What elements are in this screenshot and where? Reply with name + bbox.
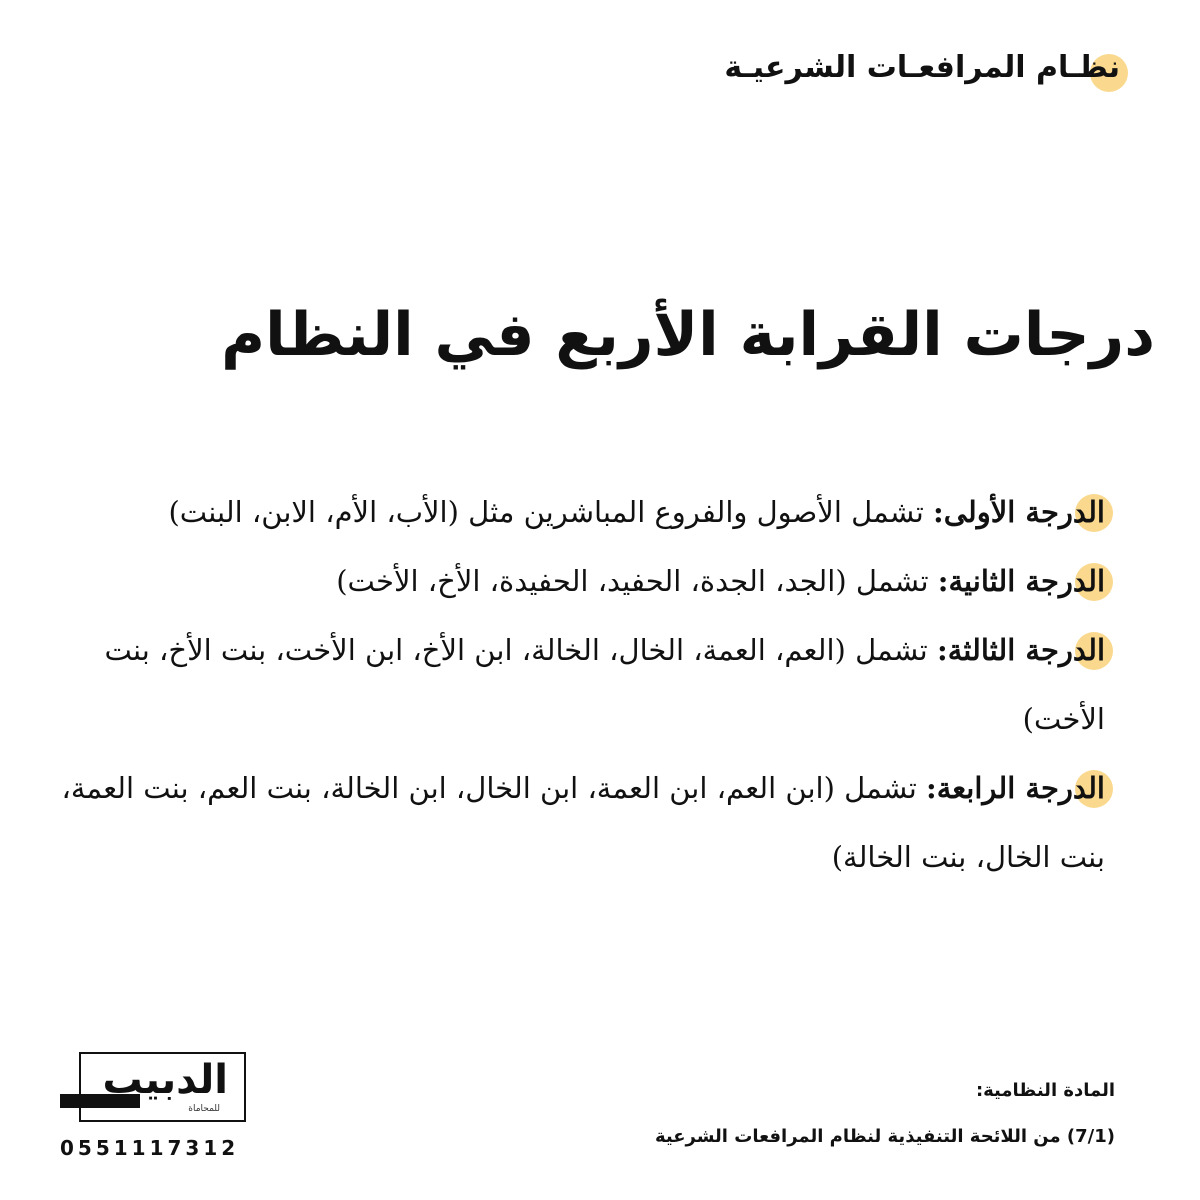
degree-description: تشمل (العم، العمة، الخال، الخالة، ابن الأخ، ابن الأخت، بنت الأخ، بنت الأخت)	[104, 633, 1105, 736]
logo-subtitle: للمحاماة	[188, 1104, 220, 1114]
degree-label: الدرجة الثالثة:	[936, 633, 1105, 667]
degree-description: تشمل الأصول والفروع المباشرين مثل (الأب، الأم، الابن، البنت)	[168, 495, 924, 529]
phone-number: 0551117312	[60, 1136, 240, 1160]
degree-item-second	[40, 547, 1105, 616]
degree-label: الدرجة الثانية:	[937, 564, 1105, 598]
page-header	[724, 50, 1120, 85]
article-label: المادة النظامية:	[975, 1080, 1115, 1101]
degree-item-third	[40, 616, 1105, 754]
degree-item-first	[40, 478, 1105, 547]
page-title: درجات القرابة الأربع في النظام	[221, 300, 1155, 370]
article-reference: (7/1) من اللائحة التنفيذية لنظام المرافعات الشرعية	[654, 1126, 1115, 1147]
legal-article	[655, 1068, 1115, 1160]
degree-label: الدرجة الأولى:	[932, 495, 1105, 529]
header-title: نظـام المرافعـات الشرعيـة	[724, 50, 1120, 85]
degree-description: تشمل (الجد، الجدة، الحفيد، الحفيدة، الأخ، الأخت)	[336, 564, 929, 598]
degree-item-fourth	[40, 754, 1105, 892]
degrees-list	[40, 478, 1105, 892]
degree-description: تشمل (ابن العم، ابن العمة، ابن الخال، ابن الخالة، بنت العم، بنت العمة، بنت الخال، بنت الخالة)	[61, 771, 1105, 874]
logo-wordmark: الدبيب	[102, 1057, 228, 1103]
degree-label: الدرجة الرابعة:	[926, 771, 1105, 805]
firm-logo	[60, 1052, 246, 1160]
logo-mark	[60, 1052, 246, 1122]
